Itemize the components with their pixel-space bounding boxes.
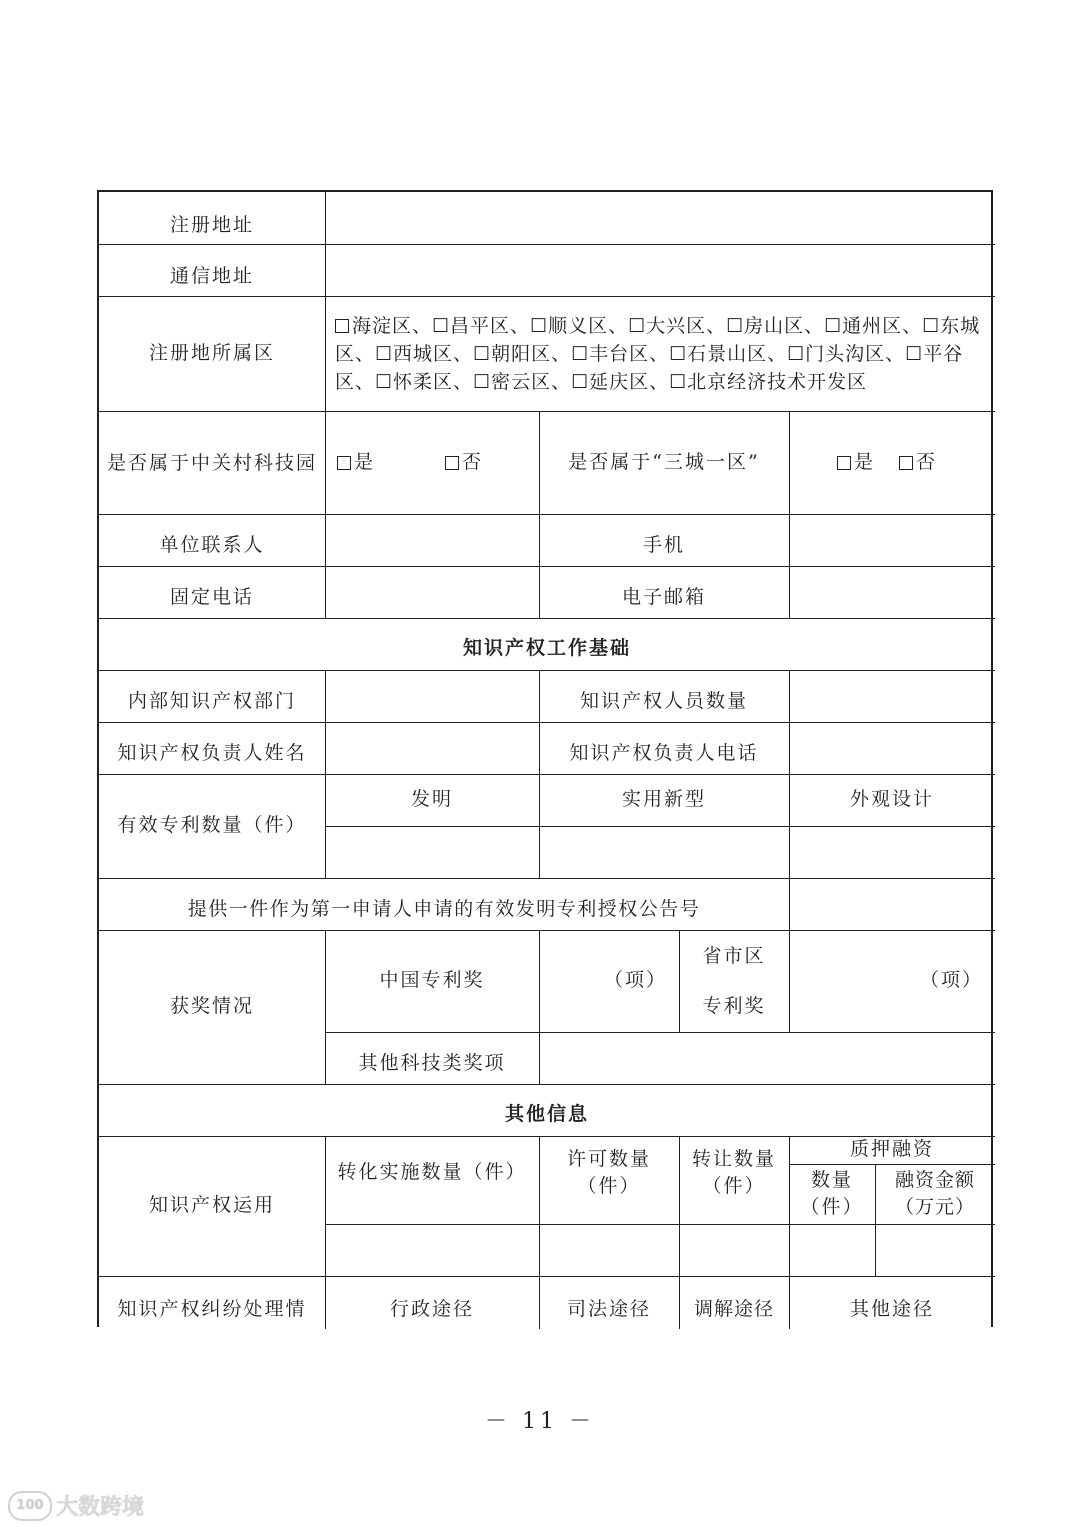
phone-field[interactable] [325, 566, 539, 618]
license-count-header: 许可数量（件） [566, 1148, 651, 1197]
transfer-count-field[interactable] [679, 1224, 789, 1276]
other-awards-field[interactable] [539, 1032, 995, 1084]
ip-head-phone-label: 知识产权负责人电话 [569, 742, 759, 765]
utility-header: 实用新型 [621, 788, 706, 811]
three-city-options[interactable] [789, 411, 995, 514]
grant-number-label: 提供一件作为第一申请人申请的有效发明专利授权公告号 [187, 898, 701, 921]
checkbox-icon[interactable] [337, 456, 351, 470]
three-city-yes-label: 是 [854, 450, 876, 473]
mail-address-field[interactable] [325, 244, 995, 296]
zgc-yes-label: 是 [354, 450, 376, 473]
three-city-no-label: 否 [916, 450, 938, 473]
district-options-text: 海淀区、☐昌平区、☐顺义区、☐大兴区、☐房山区、☐通州区、☐东城区、☐西城区、☐朝阳区、☐丰台区、☐石景山区、☐门头沟区、☐平谷区、☐怀柔区、☐密云区、☐延庆区、☐北京经济技术开发区 [335, 314, 981, 393]
provincial-award-count[interactable] [789, 930, 995, 1032]
dispute-label: 知识产权纠纷处理情 [117, 1297, 307, 1320]
provincial-award-unit: （项） [919, 969, 983, 992]
watermark [8, 1490, 144, 1521]
mobile-field[interactable] [789, 514, 995, 566]
checkbox-icon[interactable] [837, 456, 851, 470]
district-options[interactable] [325, 296, 995, 411]
email-field[interactable] [789, 566, 995, 618]
provincial-award-label: 省市区专利奖 [702, 945, 766, 1017]
three-city-question-label: 是否属于“三城一区” [568, 450, 760, 473]
conversion-count-field[interactable] [325, 1224, 539, 1276]
other-route-header: 其他途径 [849, 1297, 934, 1320]
license-count-field[interactable] [539, 1224, 679, 1276]
reg-address-field[interactable] [325, 192, 995, 244]
zgc-no-label: 否 [462, 450, 484, 473]
pledge-header: 质押融资 [849, 1138, 934, 1161]
china-patent-award-label: 中国专利奖 [379, 969, 485, 992]
utility-count-field[interactable] [539, 826, 789, 878]
ip-dept-label: 内部知识产权部门 [127, 690, 296, 713]
reg-address-label: 注册地址 [169, 214, 254, 237]
grant-number-field[interactable] [789, 878, 995, 930]
ip-head-name-label: 知识产权负责人姓名 [117, 742, 307, 765]
checkbox-icon[interactable] [335, 319, 349, 333]
mobile-label: 手机 [642, 534, 685, 557]
pledge-count-field[interactable] [789, 1224, 875, 1276]
mediation-route-header: 调解途径 [693, 1297, 774, 1320]
valid-patents-label: 有效专利数量（件） [117, 814, 307, 837]
email-label: 电子邮箱 [621, 586, 706, 609]
design-header: 外观设计 [849, 788, 934, 811]
invention-header: 发明 [410, 788, 453, 811]
zgc-options[interactable] [325, 411, 539, 514]
conversion-count-header: 转化实施数量（件） [337, 1161, 527, 1184]
ip-use-label: 知识产权运用 [148, 1194, 275, 1217]
zgc-question-label: 是否属于中关村科技园 [107, 451, 318, 474]
checkbox-icon[interactable] [445, 456, 459, 470]
transfer-count-header: 转让数量（件） [691, 1148, 776, 1197]
design-count-field[interactable] [789, 826, 995, 878]
china-patent-award-unit: （项） [603, 969, 667, 992]
contact-field[interactable] [325, 514, 539, 566]
admin-route-header: 行政途径 [389, 1297, 474, 1320]
mail-address-label: 通信地址 [169, 265, 254, 288]
other-awards-label: 其他科技类奖项 [358, 1052, 506, 1075]
ip-staff-count-field[interactable] [789, 670, 995, 722]
pledge-amount-field[interactable] [875, 1224, 995, 1276]
page-number: － 11 － [485, 1409, 595, 1434]
checkbox-icon[interactable] [899, 456, 913, 470]
ip-head-name-field[interactable] [325, 722, 539, 774]
ip-staff-count-label: 知识产权人员数量 [579, 690, 748, 713]
contact-label: 单位联系人 [159, 534, 265, 557]
section-ip-basis-title: 知识产权工作基础 [462, 637, 631, 660]
awards-label: 获奖情况 [169, 995, 254, 1018]
district-label: 注册地所属区 [148, 341, 275, 364]
pledge-amount-header: 融资金额（万元） [894, 1169, 975, 1218]
phone-label: 固定电话 [169, 586, 254, 609]
ip-application-form [97, 190, 993, 1327]
judicial-route-header: 司法途径 [566, 1297, 651, 1320]
ip-head-phone-field[interactable] [789, 722, 995, 774]
watermark-logo: 100 [8, 1491, 52, 1521]
watermark-text: 大数跨境 [56, 1495, 145, 1520]
pledge-count-header: 数量（件） [800, 1169, 864, 1218]
invention-count-field[interactable] [325, 826, 539, 878]
section-other-title: 其他信息 [504, 1103, 589, 1126]
ip-dept-field[interactable] [325, 670, 539, 722]
china-patent-award-count[interactable] [539, 930, 679, 1032]
